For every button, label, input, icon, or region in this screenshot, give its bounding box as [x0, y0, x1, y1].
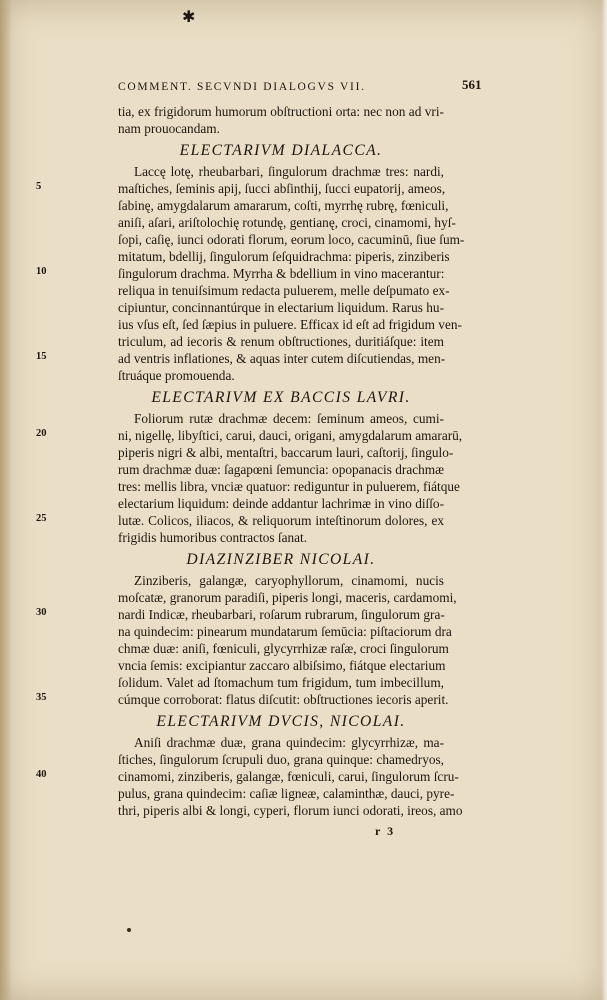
text-line: cipiuntur, concinnantúrque in electarium liquidum. Rarus hu-	[118, 300, 444, 315]
text-line: cúmque corroborat: flatus diſcutit: obſtructiones iecoris aperit.	[118, 692, 449, 707]
text-line: electarium liquidum: deinde addantur lachrimæ in vino diſſo-	[118, 496, 444, 511]
text-line: thri, piperis albi & longi, cyperi, florum iunci odorati, ireos, amo	[118, 803, 463, 818]
text-line: ni, nigellę, libyſtici, carui, dauci, origani, amygdalarum amararū,	[118, 428, 463, 443]
text-line: reliqua in tenuiſsimum redacta puluerem, melle deſpumato ex-	[118, 283, 450, 298]
ink-speck	[127, 928, 131, 932]
running-header: COMMENT. SECVNDI DIALOGVS VII.	[118, 81, 366, 93]
margin-line-number: 30	[36, 607, 47, 618]
margin-line-number: 10	[36, 266, 47, 277]
text-line: ſtruáque promouenda.	[118, 368, 235, 383]
text-line: lutæ. Colicos, iliacos, & reliquorum inteſtinorum dolores, ex	[118, 513, 444, 528]
text-line: Zinziberis, galangæ, caryophyllorum, cinamomi, nucis	[134, 573, 444, 588]
section-heading-diazinziber: DIAZINZIBER NICOLAI.	[186, 551, 376, 568]
text-line: mitatum, bdellij, ſingulorum ſeſquidrachma: piperis, zinziberis	[118, 249, 450, 264]
text-line: ad ventris inflationes, & aquas inter cutem diſcutiendas, men-	[118, 351, 446, 366]
margin-line-number: 35	[36, 692, 47, 703]
margin-line-number: 40	[36, 769, 47, 780]
section-heading-baccis-lauri: ELECTARIVM EX BACCIS LAVRI.	[151, 389, 411, 406]
margin-line-number: 25	[36, 513, 47, 524]
text-line: maſtiches, ſeminis apij, ſucci abſinthij, ſucci eupatorij, ameos,	[118, 181, 446, 196]
text-line: ius vſus eſt, ſed ſæpius in puluere. Efficax id eſt ad frigidum ven-	[118, 317, 462, 332]
text-line: nardi Indicæ, rheubarbari, roſarum rubrarum, ſingulorum gra-	[118, 607, 445, 622]
section-heading-ducis-nicolai: ELECTARIVM DVCIS, NICOLAI.	[156, 713, 406, 730]
text-line: pulus, grana quindecim: caſiæ ligneæ, calaminthæ, dauci, pyre-	[118, 786, 455, 801]
page-edge	[601, 0, 607, 1000]
page-number: 561	[462, 77, 482, 92]
text-line: Laccę lotę, rheubarbari, ſingulorum drachmæ tres: nardi,	[134, 164, 444, 179]
signature-mark: r 3	[375, 824, 396, 838]
text-line: rum drachmæ duæ: ſagapœni ſemuncia: opopanacis drachmæ	[118, 462, 444, 477]
ornament-mark: ✱	[182, 9, 196, 26]
text-line: tia, ex frigidorum humorum obſtructioni orta: nec non ad vri-	[118, 104, 444, 119]
text-line: cinamomi, zinziberis, galangæ, fœniculi, carui, ſingulorum ſcru-	[118, 769, 459, 784]
text-line: ſopi, caſię, iunci odorati florum, eorum loco, cacuminū, ſiue ſum-	[118, 232, 465, 247]
page-gutter-shadow	[0, 0, 12, 1000]
text-line: piperis nigri & albi, mentaſtri, baccarum lauri, caſtorij, ſingulo-	[118, 445, 454, 460]
text-line: ſabinę, amygdalarum amararum, coſti, myrrhę rubrę, fœniculi,	[118, 198, 449, 213]
margin-line-number: 20	[36, 428, 47, 439]
text-line: ſolidum. Valet ad ſtomachum tum frigidum, tum imbecillum,	[118, 675, 444, 690]
text-line: chmæ duæ: aniſi, fœniculi, glycyrrhizæ raſæ, croci ſingulorum	[118, 641, 449, 656]
margin-line-number: 5	[36, 181, 42, 192]
margin-line-number: 15	[36, 351, 47, 362]
text-line: triculum, ad iecoris & renum obſtructiones, duritiáſque: item	[118, 334, 444, 349]
text-line: vncia ſemis: excipiantur zaccaro albiſsimo, fiátque electarium	[118, 658, 446, 673]
text-line: frigidis humoribus contractos ſanat.	[118, 530, 308, 545]
text-line: tres: mellis libra, vnciæ quatuor: rediguntur in puluerem, fiátque	[118, 479, 460, 494]
text-line: Aniſi drachmæ duæ, grana quindecim: glycyrrhizæ, ma-	[134, 735, 444, 750]
section-heading-dialacca: ELECTARIVM DIALACCA.	[179, 142, 383, 159]
text-line: Foliorum rutæ drachmæ decem: ſeminum ameos, cumi-	[134, 411, 444, 426]
text-line: ſingulorum drachma. Myrrha & bdellium in vino macerantur:	[118, 266, 445, 281]
text-line: nam prouocandam.	[118, 121, 220, 136]
text-line: aniſi, aſari, ariſtolochię rotundę, gentianę, croci, cinamomi, hyſ-	[118, 215, 456, 230]
text-line: moſcatæ, granorum paradiſi, piperis longi, maceris, cardamomi,	[118, 590, 457, 605]
text-line: na quindecim: pinearum mundatarum ſemūcia: piſtaciorum dra	[118, 624, 452, 639]
text-line: ſtiches, ſingulorum ſcrupuli duo, grana quinque: chamedryos,	[118, 752, 444, 767]
